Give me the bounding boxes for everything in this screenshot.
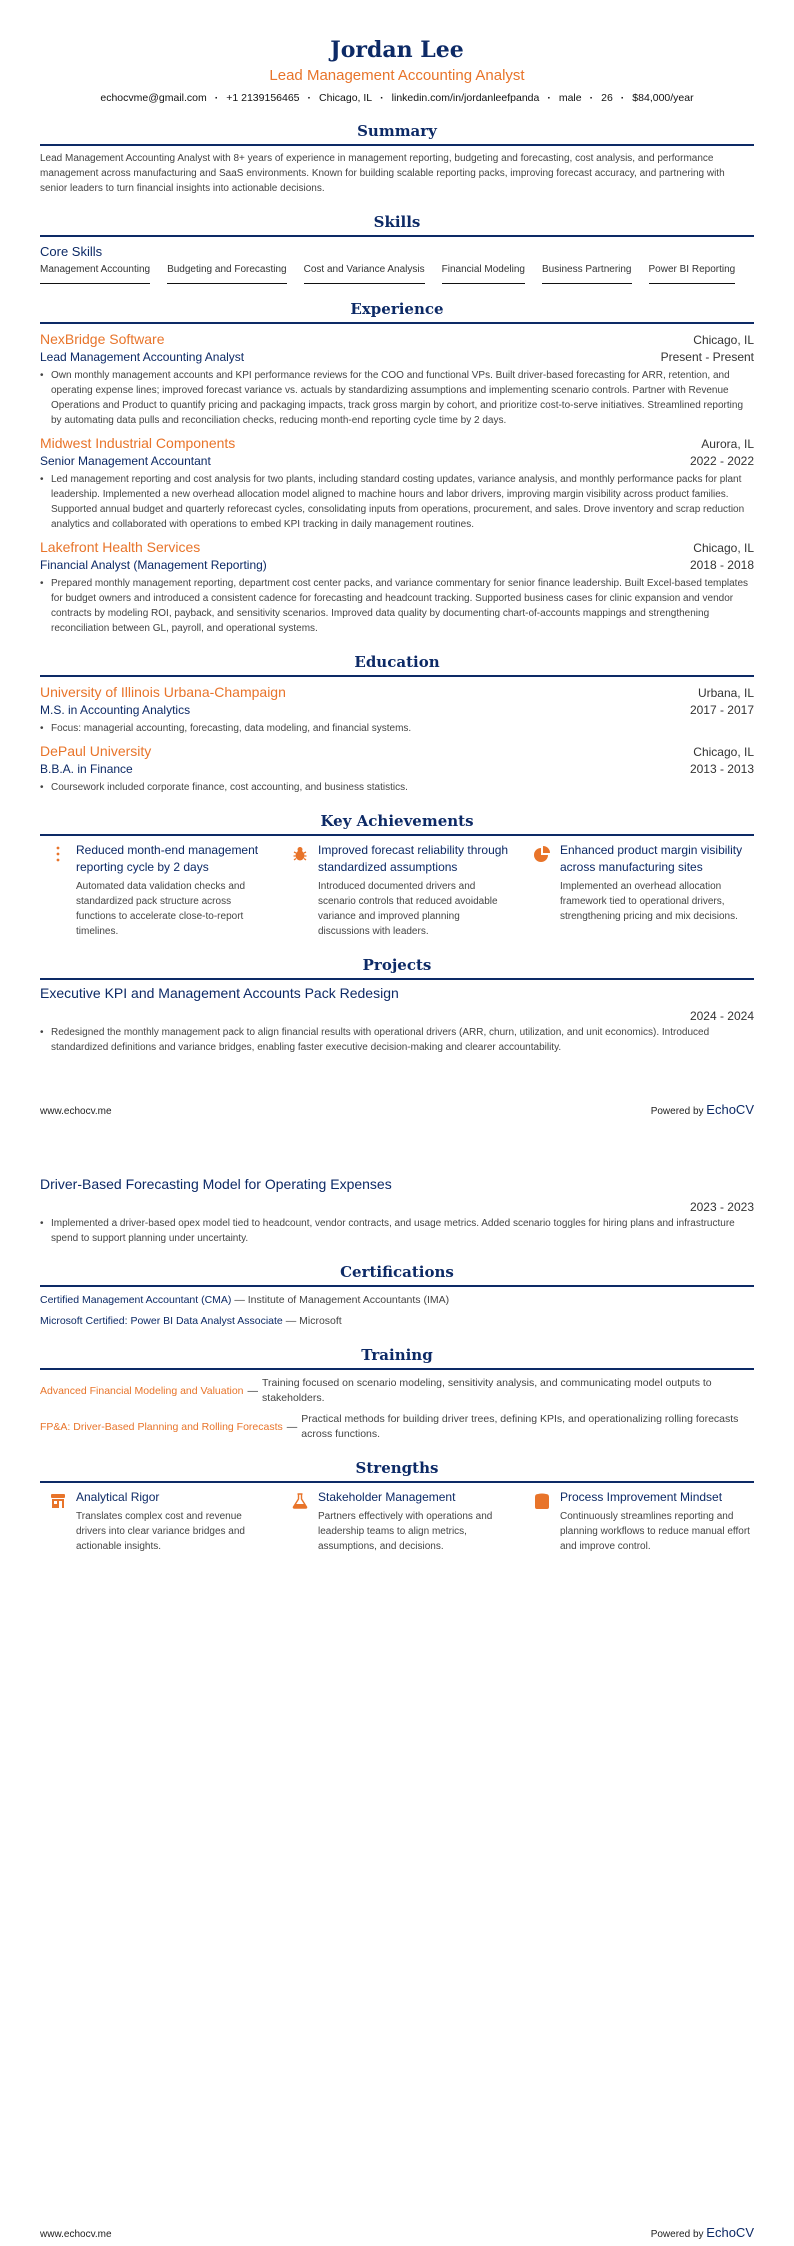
- contact-gender: male: [558, 92, 582, 104]
- strengths-grid: [40, 1489, 754, 1554]
- strength-card: [282, 1489, 512, 1554]
- store-icon: [40, 1489, 76, 1554]
- certification-issuer: Microsoft: [299, 1315, 342, 1327]
- skill-tag: Power BI Reporting: [649, 263, 736, 284]
- experience-entry: [40, 330, 754, 428]
- skill-tag: Business Partnering: [542, 263, 632, 284]
- contact-location: Chicago, IL: [319, 92, 373, 104]
- project-bullet: • Implemented a driver-based opex model tied to headcount, vendor contracts, and usage metrics. Added scenario toggles for hiring plans and infrastructure spend to support planning under uncertainty.: [40, 1216, 754, 1246]
- training-desc: Practical methods for building driver trees, defining KPIs, and operationalizing rolling forecasts across functions.: [301, 1413, 739, 1440]
- resume-header: [40, 0, 754, 105]
- job-role: Financial Analyst (Management Reporting): [40, 558, 267, 572]
- footer-url[interactable]: www.echocv.me: [40, 2229, 112, 2240]
- certification-item: Microsoft Certified: Power BI Data Analyst Associate — Microsoft: [40, 1315, 342, 1327]
- section-divider: [40, 144, 754, 146]
- strength-desc: Partners effectively with operations and leadership teams to align metrics, assumptions, and decisions.: [318, 1511, 493, 1552]
- experience-entry: [40, 538, 754, 636]
- company-name: Lakefront Health Services: [40, 539, 201, 555]
- flask-icon: [282, 1489, 318, 1554]
- achievement-card: [524, 842, 754, 939]
- achievements-heading: Key Achievements: [320, 812, 474, 830]
- summary-heading: Summary: [357, 122, 437, 140]
- section-divider: [40, 834, 754, 836]
- school-location: Urbana, IL: [697, 686, 754, 700]
- contact-age: 26: [601, 92, 613, 104]
- job-role: Lead Management Accounting Analyst: [40, 350, 245, 364]
- job-location: Chicago, IL: [693, 333, 754, 347]
- training-desc: Training focused on scenario modeling, sensitivity analysis, and communicating model outputs to stakeholders.: [262, 1377, 712, 1404]
- certification-item: Certified Management Accountant (CMA) — Institute of Management Accountants (IMA): [40, 1294, 450, 1306]
- footer-powered-by: Powered by EchoCV: [650, 2225, 754, 2240]
- education-bullet: • Coursework included corporate finance, cost accounting, and business statistics.: [40, 780, 754, 795]
- section-divider: [40, 1368, 754, 1370]
- job-bullet: • Prepared monthly management reporting, department cost center packs, and variance commentary for senior finance leadership. Built Excel-based templates for budget owners and introduced a consistent cadence for forecasting and headcount tracking. Supported business cases for clinic expansion and vendor contracts by modeling ROI, payback, and sensitivity scenarios. Improved data quality by documenting chart-of-accounts mappings and strengthening reconciliation between GL, payroll, and operational systems.: [40, 576, 754, 636]
- strength-card: [524, 1489, 754, 1554]
- section-divider: [40, 675, 754, 677]
- strengths-heading: Strengths: [355, 1459, 439, 1477]
- summary-text: Lead Management Accounting Analyst with 8+ years of experience in management reporting, budgeting and forecasting, cost analysis, and performance management across manufacturing and SaaS environments. Known for building scalable reporting packs, improving forecast accuracy, and partnering with senior leaders to turn financial insights into actionable decisions.: [40, 153, 725, 194]
- degree: M.S. in Accounting Analytics: [40, 703, 191, 717]
- certifications-heading: Certifications: [340, 1263, 454, 1281]
- strength-title: Analytical Rigor: [76, 1490, 160, 1504]
- project-dates: 2024 - 2024: [689, 1009, 754, 1023]
- pie-chart-icon: [524, 842, 560, 939]
- certification-issuer: Institute of Management Accountants (IMA): [247, 1294, 450, 1306]
- skill-tag: Management Accounting: [40, 263, 150, 284]
- job-bullet: • Led management reporting and cost analysis for two plants, including standard costing updates, variance analysis, and monthly performance packs for plant leadership. Implemented a new overhead allocation model aligned to machine hours and labor drivers, improving margin visibility across product families. Supported annual budget and quarterly reforecast cycles, consolidating inputs from operations, procurement, and sales. Drove inventory and scrap reduction analytics and collaborated with operations to embed KPI tracking in daily management routines.: [40, 472, 754, 532]
- achievement-desc: Introduced documented drivers and scenario controls that reduced avoidable variance and improved planning discussions with leaders.: [318, 881, 498, 937]
- strength-title: Stakeholder Management: [318, 1490, 456, 1504]
- school-name: University of Illinois Urbana-Champaign: [40, 684, 286, 700]
- job-bullet: • Own monthly management accounts and KPI performance reviews for the COO and functional VPs. Built driver-based forecasting for ARR, retention, and operating expense lines; improved forecast variance vs. actuals by standardizing assumptions and implementing scenario controls. Partner with Revenue Operations and Product to quantify pricing and packaging impacts, track gross margin by cohort, and prioritize cost-to-serve initiatives. Streamlined reporting by automating data pulls and reconciliation checks, reducing month-end reporting cycle time by 2 days.: [40, 368, 754, 428]
- job-location: Aurora, IL: [701, 437, 754, 451]
- degree: B.B.A. in Finance: [40, 762, 133, 776]
- strength-desc: Continuously streamlines reporting and planning workflows to reduce manual effort and improve control.: [560, 1511, 750, 1552]
- training-item: FP&A: Driver-Based Planning and Rolling Forecasts — Practical methods for building driver trees, defining KPIs, and operationalizing rolling forecasts across functions.: [40, 1412, 754, 1442]
- training-item: Advanced Financial Modeling and Valuation — Training focused on scenario modeling, sensitivity analysis, and communicating model outputs to stakeholders.: [40, 1376, 754, 1406]
- achievement-title: Enhanced product margin visibility across manufacturing sites: [560, 843, 743, 874]
- project-title: Executive KPI and Management Accounts Pack Redesign: [40, 985, 399, 1001]
- training-name: Advanced Financial Modeling and Valuation: [40, 1384, 244, 1397]
- job-dates: 2018 - 2018: [689, 558, 754, 572]
- education-dates: 2013 - 2013: [689, 762, 754, 776]
- contact-line: echocvme@gmail.com · +1 2139156465 · Chicago, IL · linkedin.com/in/jordanleefpanda · male · 26 · $84,000/year: [100, 92, 694, 104]
- achievement-card: [282, 842, 512, 939]
- achievement-title: Reduced month-end management reporting cycle by 2 days: [76, 843, 259, 874]
- footer-brand[interactable]: EchoCV: [706, 2225, 754, 2240]
- company-name: NexBridge Software: [40, 331, 165, 347]
- education-heading: Education: [354, 653, 440, 671]
- resume-page-2: [0, 1123, 794, 2246]
- contact-email[interactable]: echocvme@gmail.com: [100, 92, 207, 104]
- certification-name: Microsoft Certified: Power BI Data Analyst Associate: [40, 1315, 283, 1327]
- skills-list: [40, 263, 754, 291]
- candidate-title: Lead Management Accounting Analyst: [269, 67, 525, 84]
- job-role: Senior Management Accountant: [40, 454, 211, 468]
- achievement-desc: Implemented an overhead allocation framework tied to operational drivers, strengthening pricing and mix decisions.: [560, 881, 738, 922]
- training-name: FP&A: Driver-Based Planning and Rolling Forecasts: [40, 1420, 283, 1433]
- section-divider: [40, 235, 754, 237]
- school-name: DePaul University: [40, 743, 152, 759]
- footer-powered-by: Powered by EchoCV: [650, 1102, 754, 1117]
- footer-brand[interactable]: EchoCV: [706, 1102, 754, 1117]
- project-entry: [40, 984, 754, 1055]
- education-bullet: • Focus: managerial accounting, forecasting, data modeling, and financial systems.: [40, 721, 754, 736]
- footer-url[interactable]: www.echocv.me: [40, 1106, 112, 1117]
- contact-phone[interactable]: +1 2139156465: [226, 92, 300, 104]
- candidate-name: Jordan Lee: [330, 37, 464, 63]
- training-heading: Training: [361, 1346, 433, 1364]
- education-dates: 2017 - 2017: [689, 703, 754, 717]
- experience-entry: [40, 434, 754, 532]
- skills-group-title: Core Skills: [40, 244, 103, 259]
- project-bullet: • Redesigned the monthly management pack to align financial results with operational drivers (ARR, churn, utilization, and unit economics). Introduced standardized definitions and variance bridges, enabling faster executive decision-making and clearer accountability.: [40, 1025, 754, 1055]
- job-dates: 2022 - 2022: [689, 454, 754, 468]
- education-entry: [40, 683, 754, 736]
- clipboard-icon: [524, 1489, 560, 1554]
- skill-tag: Budgeting and Forecasting: [167, 263, 287, 284]
- section-divider: [40, 1481, 754, 1483]
- project-entry: [40, 1175, 754, 1246]
- skill-tag: Financial Modeling: [442, 263, 525, 284]
- page-footer: [40, 1102, 754, 1117]
- dots-vertical-icon: [40, 842, 76, 939]
- school-location: Chicago, IL: [693, 745, 754, 759]
- strength-desc: Translates complex cost and revenue drivers into clear variance bridges and actionable insights.: [76, 1511, 245, 1552]
- job-dates: Present - Present: [660, 350, 754, 364]
- experience-heading: Experience: [350, 300, 444, 318]
- achievement-desc: Automated data validation checks and standardized pack structure across functions to accelerate close-to-report timelines.: [76, 881, 245, 937]
- section-divider: [40, 978, 754, 980]
- contact-linkedin[interactable]: linkedin.com/in/jordanleefpanda: [391, 92, 540, 104]
- page-footer: [40, 2225, 754, 2240]
- strength-title: Process Improvement Mindset: [560, 1490, 723, 1504]
- projects-heading: Projects: [362, 956, 432, 974]
- achievement-card: [40, 842, 270, 939]
- bug-icon: [282, 842, 318, 939]
- contact-salary: $84,000/year: [632, 92, 694, 104]
- achievements-grid: [40, 842, 754, 939]
- skill-tag: Cost and Variance Analysis: [304, 263, 425, 284]
- strength-card: [40, 1489, 270, 1554]
- education-entry: [40, 742, 754, 795]
- company-name: Midwest Industrial Components: [40, 435, 236, 451]
- section-divider: [40, 322, 754, 324]
- section-divider: [40, 1285, 754, 1287]
- job-location: Chicago, IL: [693, 541, 754, 555]
- achievement-title: Improved forecast reliability through standardized assumptions: [318, 843, 509, 874]
- certification-name: Certified Management Accountant (CMA): [40, 1294, 232, 1306]
- skills-heading: Skills: [373, 213, 421, 231]
- project-dates: 2023 - 2023: [689, 1200, 754, 1214]
- project-title: Driver-Based Forecasting Model for Operating Expenses: [40, 1176, 392, 1192]
